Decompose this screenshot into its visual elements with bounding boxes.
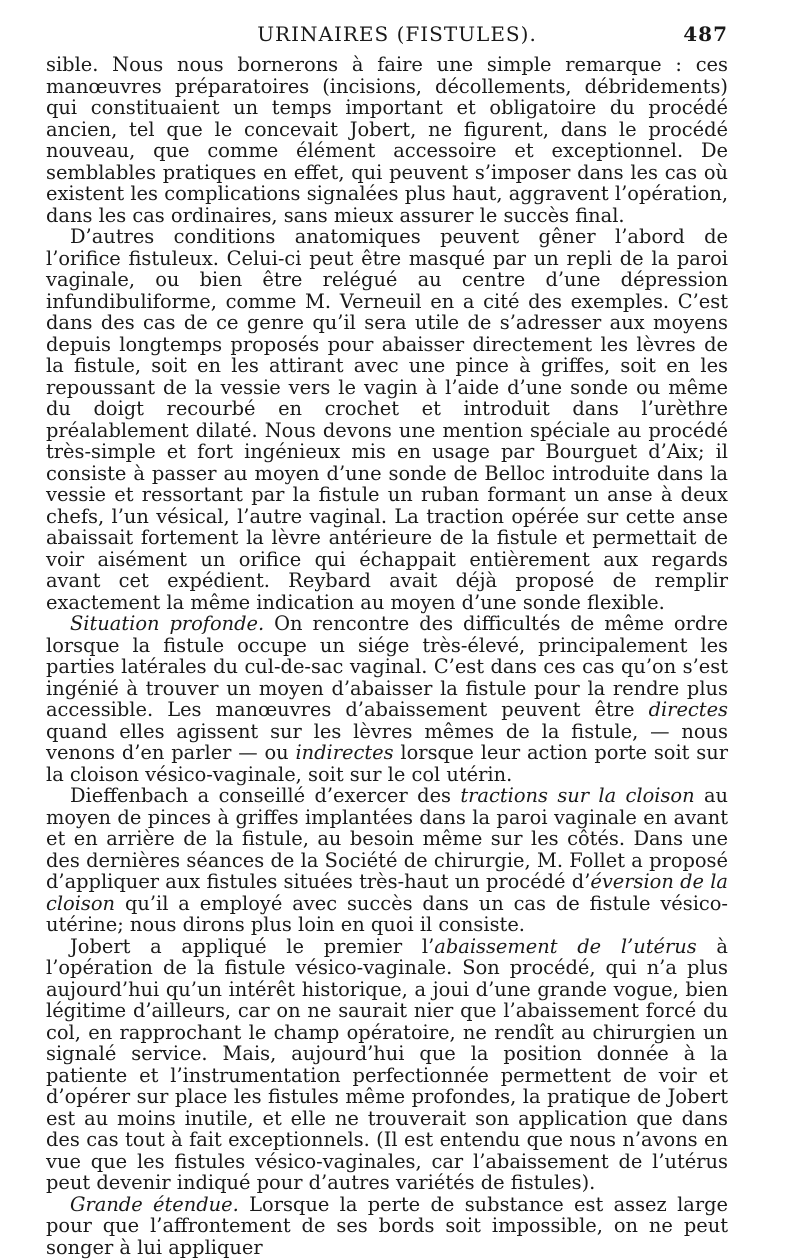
text-run: On rencontre des difficultés de même ordre lorsque la fistule occupe un siége très-élevé, principalement les parties latérales du cul-de-sac vaginal. C’est dans ces cas qu’on s’est ingénié à trouver un moyen d’abaisser la fistule pour la rendre plus accessible. Les manœuvres d’abaissement peuvent être <box>46 612 728 721</box>
paragraph <box>46 936 728 1194</box>
paragraph <box>46 1194 728 1259</box>
page-header <box>46 22 728 54</box>
italic-term: directes <box>648 698 728 721</box>
text-run: Dieffenbach a conseillé d’exercer des <box>70 784 461 807</box>
section-heading-grande-etendue: Grande étendue. <box>70 1192 239 1216</box>
italic-term: abaissement de l’utérus <box>434 934 697 958</box>
text-run: au moyen de pinces à griffes implantées dans la paroi vaginale en avant et en arrière de la fistule, au besoin même sur les côtés. Dans une des dernières séances de la Société de chirurgie, M. Follet a proposé d’appliquer aux fistules situées très-haut un procédé d’ <box>46 784 728 893</box>
text-run: quand elles agissent sur les lèvres mêmes de la fistule, — nous venons d’en parler — ou <box>46 719 728 764</box>
paragraph <box>46 613 728 785</box>
text-run: sible. Nous nous bornerons à faire une simple remarque : ces manœuvres préparatoires (incisions, décollements, débridements) qui constituaient un temps important et obligatoire du procédé ancien, tel que le concevait Jobert, ne figurent, dans le procédé nouveau, que comme élément accessoire et exceptionnel. De semblables pratiques en effet, qui peuvent s’imposer dans les cas où existent les complications signalées plus haut, aggravent l’opération, dans les cas ordinaires, sans mieux assurer le succès final. <box>46 53 728 227</box>
text-run: Lorsque la perte de substance est assez large pour que l’affrontement de ses bords soit impossible, on ne peut songer à lui appliquer <box>46 1192 728 1259</box>
text-run: Jobert a appliqué le premier l’ <box>70 934 435 958</box>
italic-term: tractions sur la cloison <box>460 784 695 807</box>
section-heading-situation-profonde: Situation profonde. <box>70 612 265 635</box>
text-run: à l’opération de la fistule vésico-vaginale. Son procédé, qui n’a plus aujourd’hui qu’un intérêt historique, a joui d’une grande vogue, bien légitime d’ailleurs, car on ne saurait nier que l’abaissement forcé du col, en rapprochant le champ opératoire, ne rendît au chirurgien un signalé service. Mais, aujourd’hui que la position donnée à la patiente et l’instrumentation perfectionnée permettent de voir et d’opérer sur place les fistules même profondes, la pratique de Jobert est au moins inutile, et elle ne trouverait son application que dans des cas tout à fait exceptionnels. (Il est entendu que nous n’avons en vue que les fistules vésico-vaginales, car l’abaissement de l’utérus peut devenir indiqué pour d’autres variétés de fistules). <box>46 934 728 1194</box>
text-run: qu’il a employé avec succès dans un cas de fistule vésico-utérine; nous dirons plus loin en quoi il consiste. <box>46 891 728 936</box>
running-title: URINAIRES (FISTULES). <box>257 22 537 46</box>
body-text <box>46 54 728 1258</box>
page-number: 487 <box>683 22 728 46</box>
text-run: D’autres conditions anatomiques peuvent gêner l’abord de l’orifice fistuleux. Celui-ci peut être masqué par un repli de la paroi vaginale, ou bien être relégué au centre d’une dépression infundibuliforme, comme M. Verneuil en a cité des exemples. C’est dans des cas de ce genre qu’il sera utile de s’adresser aux moyens depuis longtemps proposés pour abaisser directement les lèvres de la fistule, soit en les attirant avec une pince à griffes, soit en les repoussant de la vessie vers le vagin à l’aide d’une sonde ou même du doigt recourbé en crochet et introduit dans l’urèthre préalablement dilaté. Nous devons une mention spéciale au procédé très-simple et fort ingénieux mis en usage par Bourguet d’Aix; il consiste à passer au moyen d’une sonde de Belloc introduite dans la vessie et ressortant par la fistule un ruban formant un anse à deux chefs, l’un vésical, l’autre vaginal. La traction opérée sur cette anse abaissait fortement la lèvre antérieure de la fistule et permettait de voir aisément un orifice qui échappait entièrement aux regards avant cet expédient. Reybard avait déjà proposé de remplir exactement la même indication au moyen d’une sonde flexible. <box>46 225 728 614</box>
paragraph <box>46 785 728 936</box>
italic-term: indirectes <box>295 741 394 764</box>
text-run: lorsque leur action porte soit sur la cloison vésico-vaginale, soit sur le col utérin. <box>46 741 728 786</box>
paragraph <box>46 226 728 613</box>
italic-term: éversion de la cloison <box>46 870 728 915</box>
paragraph <box>46 54 728 226</box>
